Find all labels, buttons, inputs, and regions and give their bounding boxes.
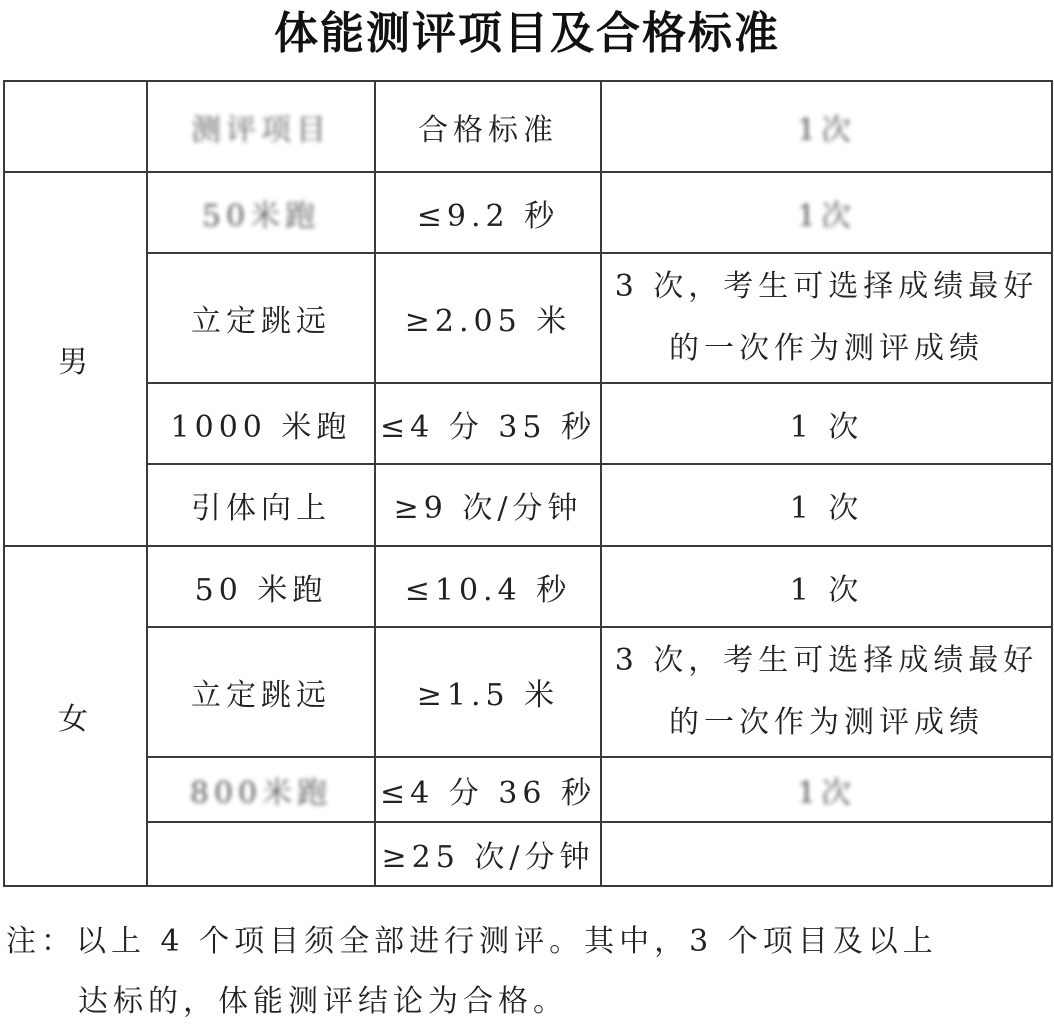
table-row — [4, 253, 1052, 383]
standard-cell: ≥9 次/分钟 — [375, 464, 601, 546]
item-cell: 50米跑 — [147, 172, 375, 253]
standard-cell: ≤4 分 36 秒 — [375, 757, 601, 822]
table-row — [4, 757, 1052, 822]
attempts-cell: 1次 — [601, 172, 1052, 253]
item-cell: 800米跑 — [147, 757, 375, 822]
item-cell: 立定跳远 — [147, 627, 375, 757]
header-standard-cell: 合格标准 — [375, 81, 601, 172]
footnote-line-1: 注：以上 4 个项目须全部进行测评。其中，3 个项目及以上 — [6, 924, 938, 959]
item-cell: 50 米跑 — [147, 546, 375, 627]
attempts-cell: 1 次 — [601, 546, 1052, 627]
gender-label-male: 男 — [4, 172, 147, 546]
header-attempts-cell: 1次 — [601, 81, 1052, 172]
attempts-cell: 3 次，考生可选择成绩最好的一次作为测评成绩 — [601, 627, 1052, 757]
standard-cell: ≤9.2 秒 — [375, 172, 601, 253]
item-cell: 立定跳远 — [147, 253, 375, 383]
attempts-cell: 1次 — [601, 757, 1052, 822]
table-row — [4, 383, 1052, 464]
attempts-cell: 3 次，考生可选择成绩最好的一次作为测评成绩 — [601, 253, 1052, 383]
standard-cell: ≥2.05 米 — [375, 253, 601, 383]
standard-cell: ≥1.5 米 — [375, 627, 601, 757]
table-row — [4, 627, 1052, 757]
header-gender-cell — [4, 81, 147, 172]
table-row — [4, 464, 1052, 546]
footnote-line-2: 达标的，体能测评结论为合格。 — [78, 984, 568, 1019]
table-row — [4, 172, 1052, 253]
table-header-row — [4, 81, 1052, 172]
gender-label-female: 女 — [4, 546, 147, 886]
attempts-cell — [601, 822, 1052, 886]
item-cell — [147, 822, 375, 886]
table-row — [4, 546, 1052, 627]
standard-cell: ≤10.4 秒 — [375, 546, 601, 627]
footnote — [6, 912, 1046, 1032]
attempts-cell: 1 次 — [601, 383, 1052, 464]
standards-table — [3, 80, 1053, 887]
item-cell: 引体向上 — [147, 464, 375, 546]
standard-cell: ≤4 分 35 秒 — [375, 383, 601, 464]
table-row — [4, 822, 1052, 886]
header-item-cell: 测评项目 — [147, 81, 375, 172]
page-title: 体能测评项目及合格标准 — [274, 8, 780, 59]
standard-cell: ≥25 次/分钟 — [375, 822, 601, 886]
item-cell: 1000 米跑 — [147, 383, 375, 464]
attempts-cell: 1 次 — [601, 464, 1052, 546]
